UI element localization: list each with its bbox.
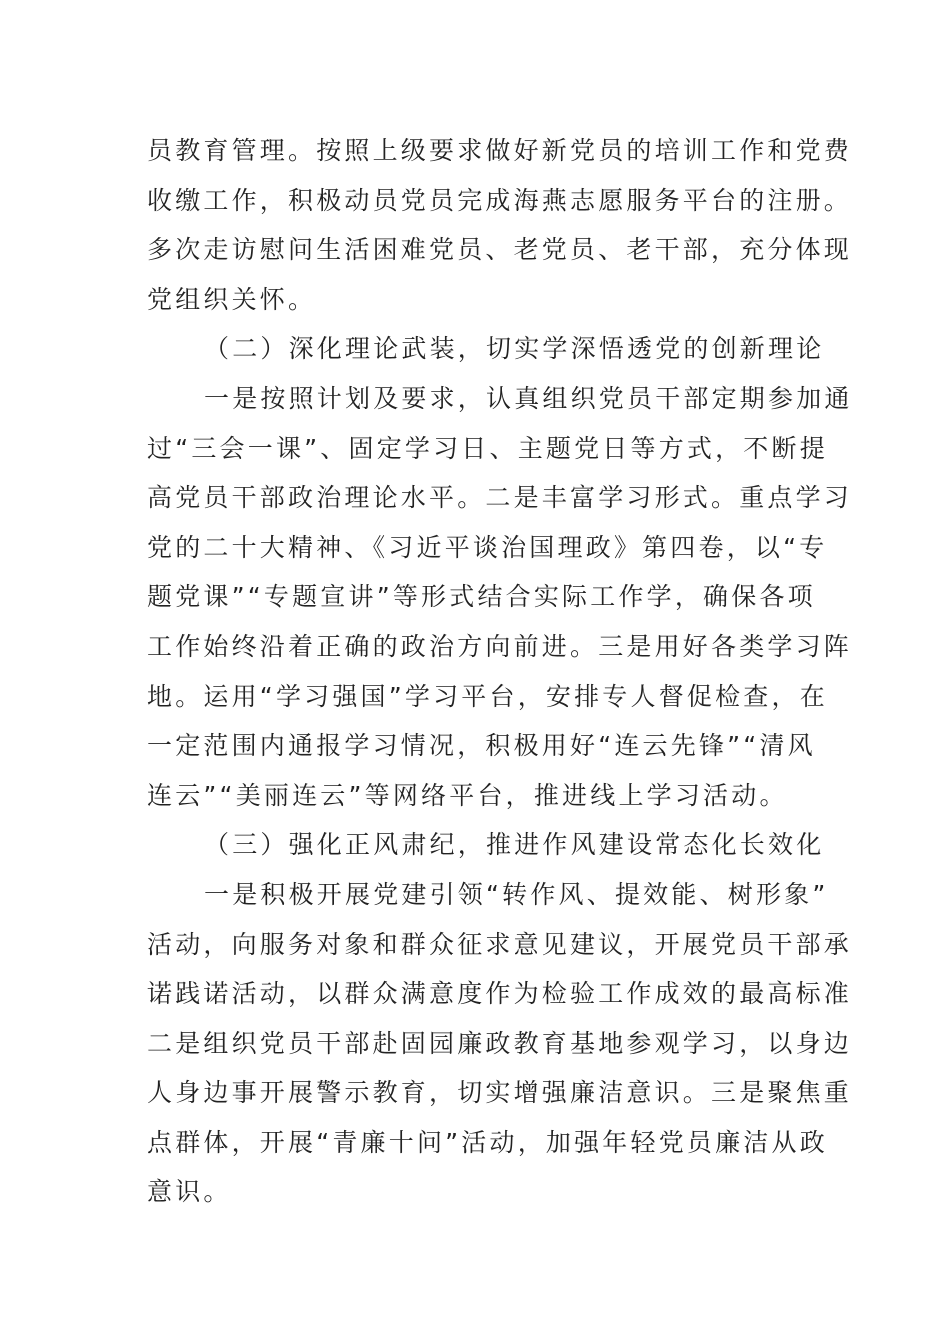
text-line: 员教育管理。按照上级要求做好新党员的培训工作和党费 <box>147 136 853 165</box>
section-heading-3: （三）强化正风肃纪，推进作风建设常态化长效化 <box>204 830 825 860</box>
text-line: 党组织关怀。 <box>147 284 317 314</box>
text-line: 题党课”“专题宣讲”等形式结合实际工作学，确保各项 <box>147 582 816 612</box>
text-line: 一是按照计划及要求，认真组织党员干部定期参加通 <box>204 383 853 413</box>
text-line: 收缴工作，积极动员党员完成海燕志愿服务平台的注册。 <box>147 185 853 215</box>
text-line: 连云”“美丽连云”等网络平台，推进线上学习活动。 <box>147 780 788 810</box>
text-line: 二是组织党员干部赴固园廉政教育基地参观学习，以身边 <box>147 1028 853 1058</box>
text-line: 活动，向服务对象和群众征求意见建议，开展党员干部承 <box>147 929 853 959</box>
document-body <box>147 126 853 1217</box>
section-heading-2: （二）深化理论武装，切实学深悟透党的创新理论 <box>204 334 825 364</box>
text-line: 多次走访慰问生活困难党员、老党员、老干部，充分体现 <box>147 235 853 265</box>
text-line: 地。运用“学习强国”学习平台，安排专人督促检查，在 <box>147 681 828 711</box>
text-line: 工作始终沿着正确的政治方向前进。三是用好各类学习阵 <box>147 631 853 661</box>
text-line: 诺践诺活动，以群众满意度作为检验工作成效的最高标准 <box>147 979 853 1009</box>
text-line: 意识。 <box>147 1177 232 1207</box>
text-line: 一是积极开展党建引领“转作风、提效能、树形象” <box>204 879 829 909</box>
text-line: 高党员干部政治理论水平。二是丰富学习形式。重点学习 <box>147 483 853 513</box>
text-line: 过“三会一课”、固定学习日、主题党日等方式，不断提 <box>147 433 828 463</box>
text-line: 人身边事开展警示教育，切实增强廉洁意识。三是聚焦重 <box>147 1078 853 1108</box>
text-line: 一定范围内通报学习情况，积极用好“连云先锋”“清风 <box>147 731 816 761</box>
text-line: 党的二十大精神、《习近平谈治国理政》第四卷，以“专 <box>147 532 828 562</box>
text-line: 点群体，开展“青廉十问”活动，加强年轻党员廉洁从政 <box>147 1127 828 1157</box>
